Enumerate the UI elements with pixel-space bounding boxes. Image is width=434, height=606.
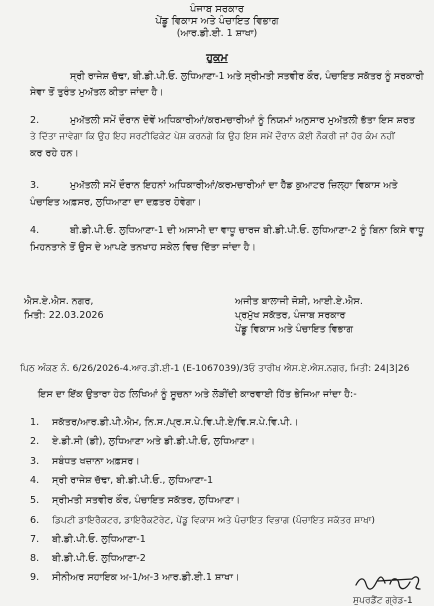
list-item-number: 1. [30, 417, 40, 428]
list-item-number: 8. [30, 553, 40, 564]
list-item-number: 6. [30, 515, 40, 526]
list-item: ਸ੍ਰੀਮਤੀ ਸਤਵੀਰ ਕੌਰ, ਪੰਚਾਇਤ ਸਕੱਤਰ, ਲੁਧਿਆਣਾ। [52, 495, 241, 506]
para3-line1: ਮੁਅੱਤਲੀ ਸਮੇਂ ਦੌਰਾਨ ਇਹਨਾਂ ਅਧਿਕਾਰੀਆਂ/ਕਰਮਚਾਰੀਆਂ ਦਾ ਹੈੱਡ ਕੁਆਟਰ ਜ਼ਿਲ੍ਹਾ ਵਿਕਾਸ ਅਤੇ [70, 180, 398, 191]
place: ਐਸ.ਏ.ਐਸ. ਨਗਰ, [24, 296, 94, 307]
para1-line1: ਸ੍ਰੀ ਰਾਜੇਸ਼ ਚੱਢਾ, ਬੀ.ਡੀ.ਪੀ.ਓ. ਲੁਧਿਆਣਾ-1 ਅਤੇ ਸ੍ਰੀਮਤੀ ਸਤਵੀਰ ਕੌਰ, ਪੰਚਾਇਤ ਸਕੱਤਰ ਨੂੰ ਸਰਕਾਰੀ [70, 71, 424, 82]
list-item: ਡਿਪਟੀ ਡਾਇਰੈਕਟਰ, ਡਾਇਰੈਕਟੋਰੇਟ, ਪੇਂਡੂ ਵਿਕਾਸ ਅਤੇ ਪੰਚਾਇਤ ਵਿਭਾਗ (ਪੰਚਾਇਤ ਸਕੱਤਰ ਸ਼ਾਖਾ) [52, 515, 376, 526]
list-item: ਸ੍ਰੀ ਰਾਜੇਸ਼ ਚੱਢਾ, ਬੀ.ਡੀ.ਪੀ.ਓ., ਲੁਧਿਆਣਾ-1 [52, 475, 214, 486]
list-item-number: 5. [30, 495, 40, 506]
endorsement-line: ਪਿਠ ਅੰਕਣ ਨੰ. 6/26/2026-4.ਆਰ.ਡੀ.ਈ-1 (E-1067039)/3ਓ ਤਾਰੀਖ ਐਸ.ਏ.ਐਸ.ਨਗਰ, ਮਿਤੀ: 24|3|26 [20, 363, 410, 374]
para2-line1: ਮੁਅੱਤਲੀ ਸਮੇਂ ਦੌਰਾਨ ਦੋਵੇਂ ਅਧਿਕਾਰੀਆਂ/ਕਰਮਚਾਰੀਆਂ ਨੂੰ ਨਿਯਮਾਂ ਅਨੁਸਾਰ ਮੁਅੱਤਲੀ ਭੱਤਾ ਇਸ ਸ਼ਰਤ [70, 115, 416, 126]
list-item-number: 9. [30, 572, 40, 583]
list-item-number: 2. [30, 436, 40, 447]
para4-line2: ਮਿਹਨਤਾਨੇ ਤੋਂ ਉਸ ਦੇ ਆਪਣੇ ਤਨਖਾਹ ਸਕੇਲ ਵਿਚ ਦਿੱਤਾ ਜਾਂਦਾ ਹੈ। [30, 242, 256, 253]
para4-line1: ਬੀ.ਡੀ.ਪੀ.ਓ. ਲੁਧਿਆਣਾ-1 ਦੀ ਅਸਾਮੀ ਦਾ ਵਾਧੂ ਚਾਰਜ ਬੀ.ਡੀ.ਪੀ.ਓ. ਲੁਧਿਆਣਾ-2 ਨੂੰ ਬਿਨਾ ਕਿਸੇ ਵਾਧੂ [70, 225, 425, 236]
para3-number: 3. [30, 180, 40, 191]
para2-number: 2. [30, 115, 40, 126]
signature-designation: ਸੁਪਰਡੈਂਟ ਗ੍ਰੇਡ-1 [353, 595, 413, 606]
para1-line2: ਸੇਵਾ ਤੋਂ ਤੁਰੰਤ ਮੁਅੱਤਲ ਕੀਤਾ ਜਾਂਦਾ ਹੈ। [30, 87, 164, 98]
list-item: ਸਕੱਤਰ/ਆਰ.ਡੀ.ਪੀ.ਐਮ, ਨਿ.ਸ./ਪ੍ਰ.ਸ.ਪੇ.ਵਿ.ਪੀ.ਏ/ਵਿ.ਸ.ਪੇ.ਵਿ.ਪੀ.। [52, 417, 299, 428]
para3-line2: ਪੰਚਾਇਤ ਅਫ਼ਸਰ, ਲੁਧਿਆਣਾ ਦਾ ਦਫ਼ਤਰ ਹੋਵੇਗਾ। [30, 197, 202, 208]
list-item: ਸਬੰਧਤ ਖਜ਼ਾਨਾ ਅਫ਼ਸਰ। [52, 456, 140, 467]
list-item: ਬੀ.ਡੀ.ਪੀ.ਓ. ਲੁਧਿਆਣਾ-2 [52, 553, 146, 564]
list-item: ਸੀਨੀਅਰ ਸਹਾਇਕ ਅ-1/ਅ-3 ਆਰ.ਡੀ.ਈ.1 ਸ਼ਾਖਾ। [52, 572, 240, 583]
signatory-name: ਅਜੀਤ ਬਾਲਾਜੀ ਜੋਸ਼ੀ, ਆਈ.ਏ.ਐਸ. [235, 296, 363, 307]
list-item: ਏ.ਡੀ.ਸੀ (ਡੀ), ਲੁਧਿਆਣਾ ਅਤੇ ਡੀ.ਡੀ.ਪੀ.ਓ, ਲੁਧਿਆਣਾ। [52, 436, 256, 447]
signatory-designation: ਪ੍ਰਮੁੱਖ ਸਕੱਤਰ, ਪੰਜਾਬ ਸਰਕਾਰ [235, 310, 346, 321]
handwritten-signature [354, 571, 424, 597]
order-title: ਹੁਕਮ [206, 51, 228, 64]
para2-line2: ਤੇ ਦਿੱਤਾ ਜਾਵੇਗਾ ਕਿ ਉਹ ਇਹ ਸਰਟੀਫਿਕੇਟ ਪੇਸ਼ ਕਰਨਗੇ ਕਿ ਉਹ ਇਸ ਸਮੇਂ ਦੌਰਾਨ ਕੋਈ ਨੌਕਰੀ ਜਾਂ ਹੋਰ ਕੰਮ ਨਹੀਂ [30, 131, 395, 142]
list-item-number: 4. [30, 475, 40, 486]
header-department: ਪੇਂਡੂ ਵਿਕਾਸ ਅਤੇ ਪੰਚਾਇਤ ਵਿਭਾਗ [155, 16, 279, 27]
list-item: ਬੀ.ਡੀ.ਪੀ.ਓ. ਲੁਧਿਆਣਾ-1 [52, 534, 146, 545]
list-item-number: 3. [30, 456, 40, 467]
header-state: ਪੰਜਾਬ ਸਰਕਾਰ [190, 4, 244, 15]
header-branch: (ਆਰ.ਡੀ.ਈ. 1 ਸ਼ਾਖਾ) [176, 28, 258, 39]
endorsement-intro: ਇਸ ਦਾ ਇੱਕ ਉਤਾਰਾ ਹੇਠ ਲਿਖਿਆਂ ਨੂੰ ਸੂਚਨਾ ਅਤੇ ਲੋੜੀਂਦੀ ਕਾਰਵਾਈ ਹਿੱਤ ਭੇਜਿਆ ਜਾਂਦਾ ਹੈ:- [38, 389, 357, 400]
list-item-number: 7. [30, 534, 40, 545]
order-date: ਮਿਤੀ: 22.03.2026 [24, 310, 104, 321]
para2-line3: ਕਰ ਰਹੇ ਹਨ। [30, 148, 79, 159]
signatory-department: ਪੇਂਡੂ ਵਿਕਾਸ ਅਤੇ ਪੰਚਾਇਤ ਵਿਭਾਗ [235, 324, 354, 335]
para4-number: 4. [30, 225, 40, 236]
